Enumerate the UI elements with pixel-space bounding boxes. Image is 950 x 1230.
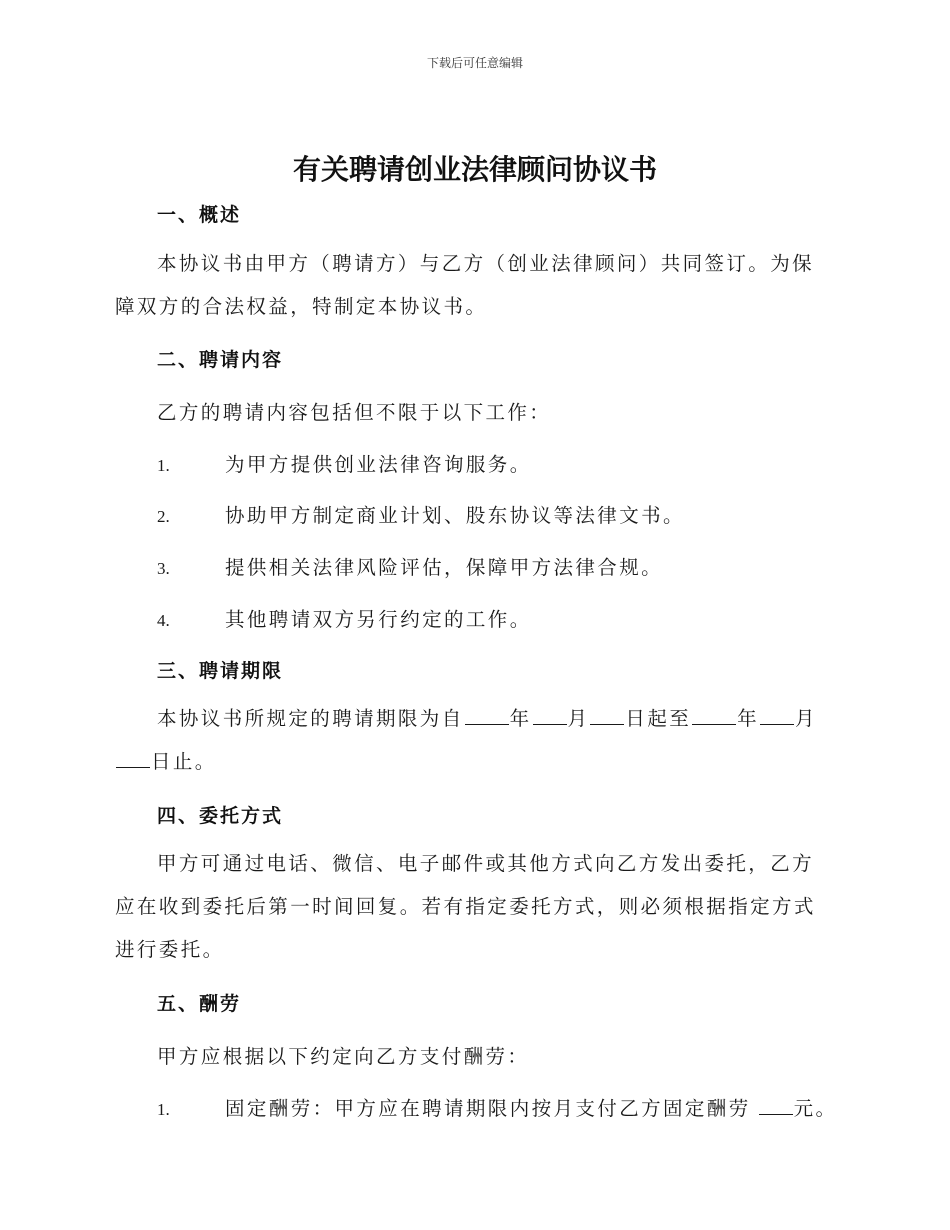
term-text: 本协议书所规定的聘请期限为自 — [157, 707, 464, 730]
list-item-text: 为甲方提供创业法律咨询服务。 — [225, 453, 532, 476]
blank-start-day — [590, 706, 624, 725]
commission-paragraph: 甲方可通过电话、微信、电子邮件或其他方式向乙方发出委托，乙方应在收到委托后第一时间回复。若有指定委托方式，则必须根据指定方式进行委托。 — [115, 852, 816, 961]
blank-fixed-fee — [759, 1096, 793, 1115]
unit-month-end: 月 — [795, 707, 817, 730]
unit-day-end: 日止。 — [151, 750, 217, 773]
overview-paragraph: 本协议书由甲方（聘请方）与乙方（创业法律顾问）共同签订。为保障双方的合法权益，特制定本协议书。 — [115, 252, 815, 318]
blank-end-day — [116, 749, 150, 768]
list-item-number: 4. — [157, 611, 170, 630]
list-item — [157, 1093, 837, 1121]
document-title: 有关聘请创业法律顾问协议书 — [292, 153, 657, 186]
list-item — [157, 449, 532, 477]
fee-unit: 元。 — [793, 1097, 838, 1120]
unit-month: 月 — [567, 707, 590, 730]
section-heading-commission-method: 四、委托方式 — [157, 805, 284, 827]
unit-year-end: 年 — [737, 707, 760, 730]
unit-day-from: 日起至 — [625, 707, 692, 730]
section-heading-engagement-content: 二、聘请内容 — [157, 349, 284, 371]
list-item-text: 提供相关法律风险评估，保障甲方法律合规。 — [225, 556, 664, 579]
list-item-number: 1. — [157, 456, 170, 475]
blank-end-month — [760, 706, 794, 725]
section-heading-term: 三、聘请期限 — [157, 660, 284, 682]
engagement-intro: 乙方的聘请内容包括但不限于以下工作： — [157, 401, 552, 424]
list-item — [157, 552, 663, 580]
list-item-text: 协助甲方制定商业计划、股东协议等法律文书。 — [225, 504, 685, 527]
list-item-number: 3. — [157, 559, 170, 578]
unit-year: 年 — [509, 707, 532, 730]
blank-start-year — [465, 706, 509, 725]
list-item-number: 1. — [157, 1100, 170, 1119]
remuneration-intro: 甲方应根据以下约定向乙方支付酬劳： — [157, 1045, 530, 1068]
blank-start-month — [533, 706, 567, 725]
section-heading-overview: 一、概述 — [157, 204, 242, 226]
blank-end-year — [692, 706, 736, 725]
term-paragraph — [115, 697, 835, 783]
list-item — [157, 604, 532, 632]
list-item-number: 2. — [157, 507, 170, 526]
header-note: 下载后可任意编辑 — [426, 56, 523, 70]
section-heading-remuneration: 五、酬劳 — [157, 993, 242, 1015]
list-item-text: 其他聘请双方另行约定的工作。 — [225, 608, 532, 631]
list-item — [157, 500, 685, 528]
list-item-text: 固定酬劳：甲方应在聘请期限内按月支付乙方固定酬劳 — [225, 1097, 751, 1120]
